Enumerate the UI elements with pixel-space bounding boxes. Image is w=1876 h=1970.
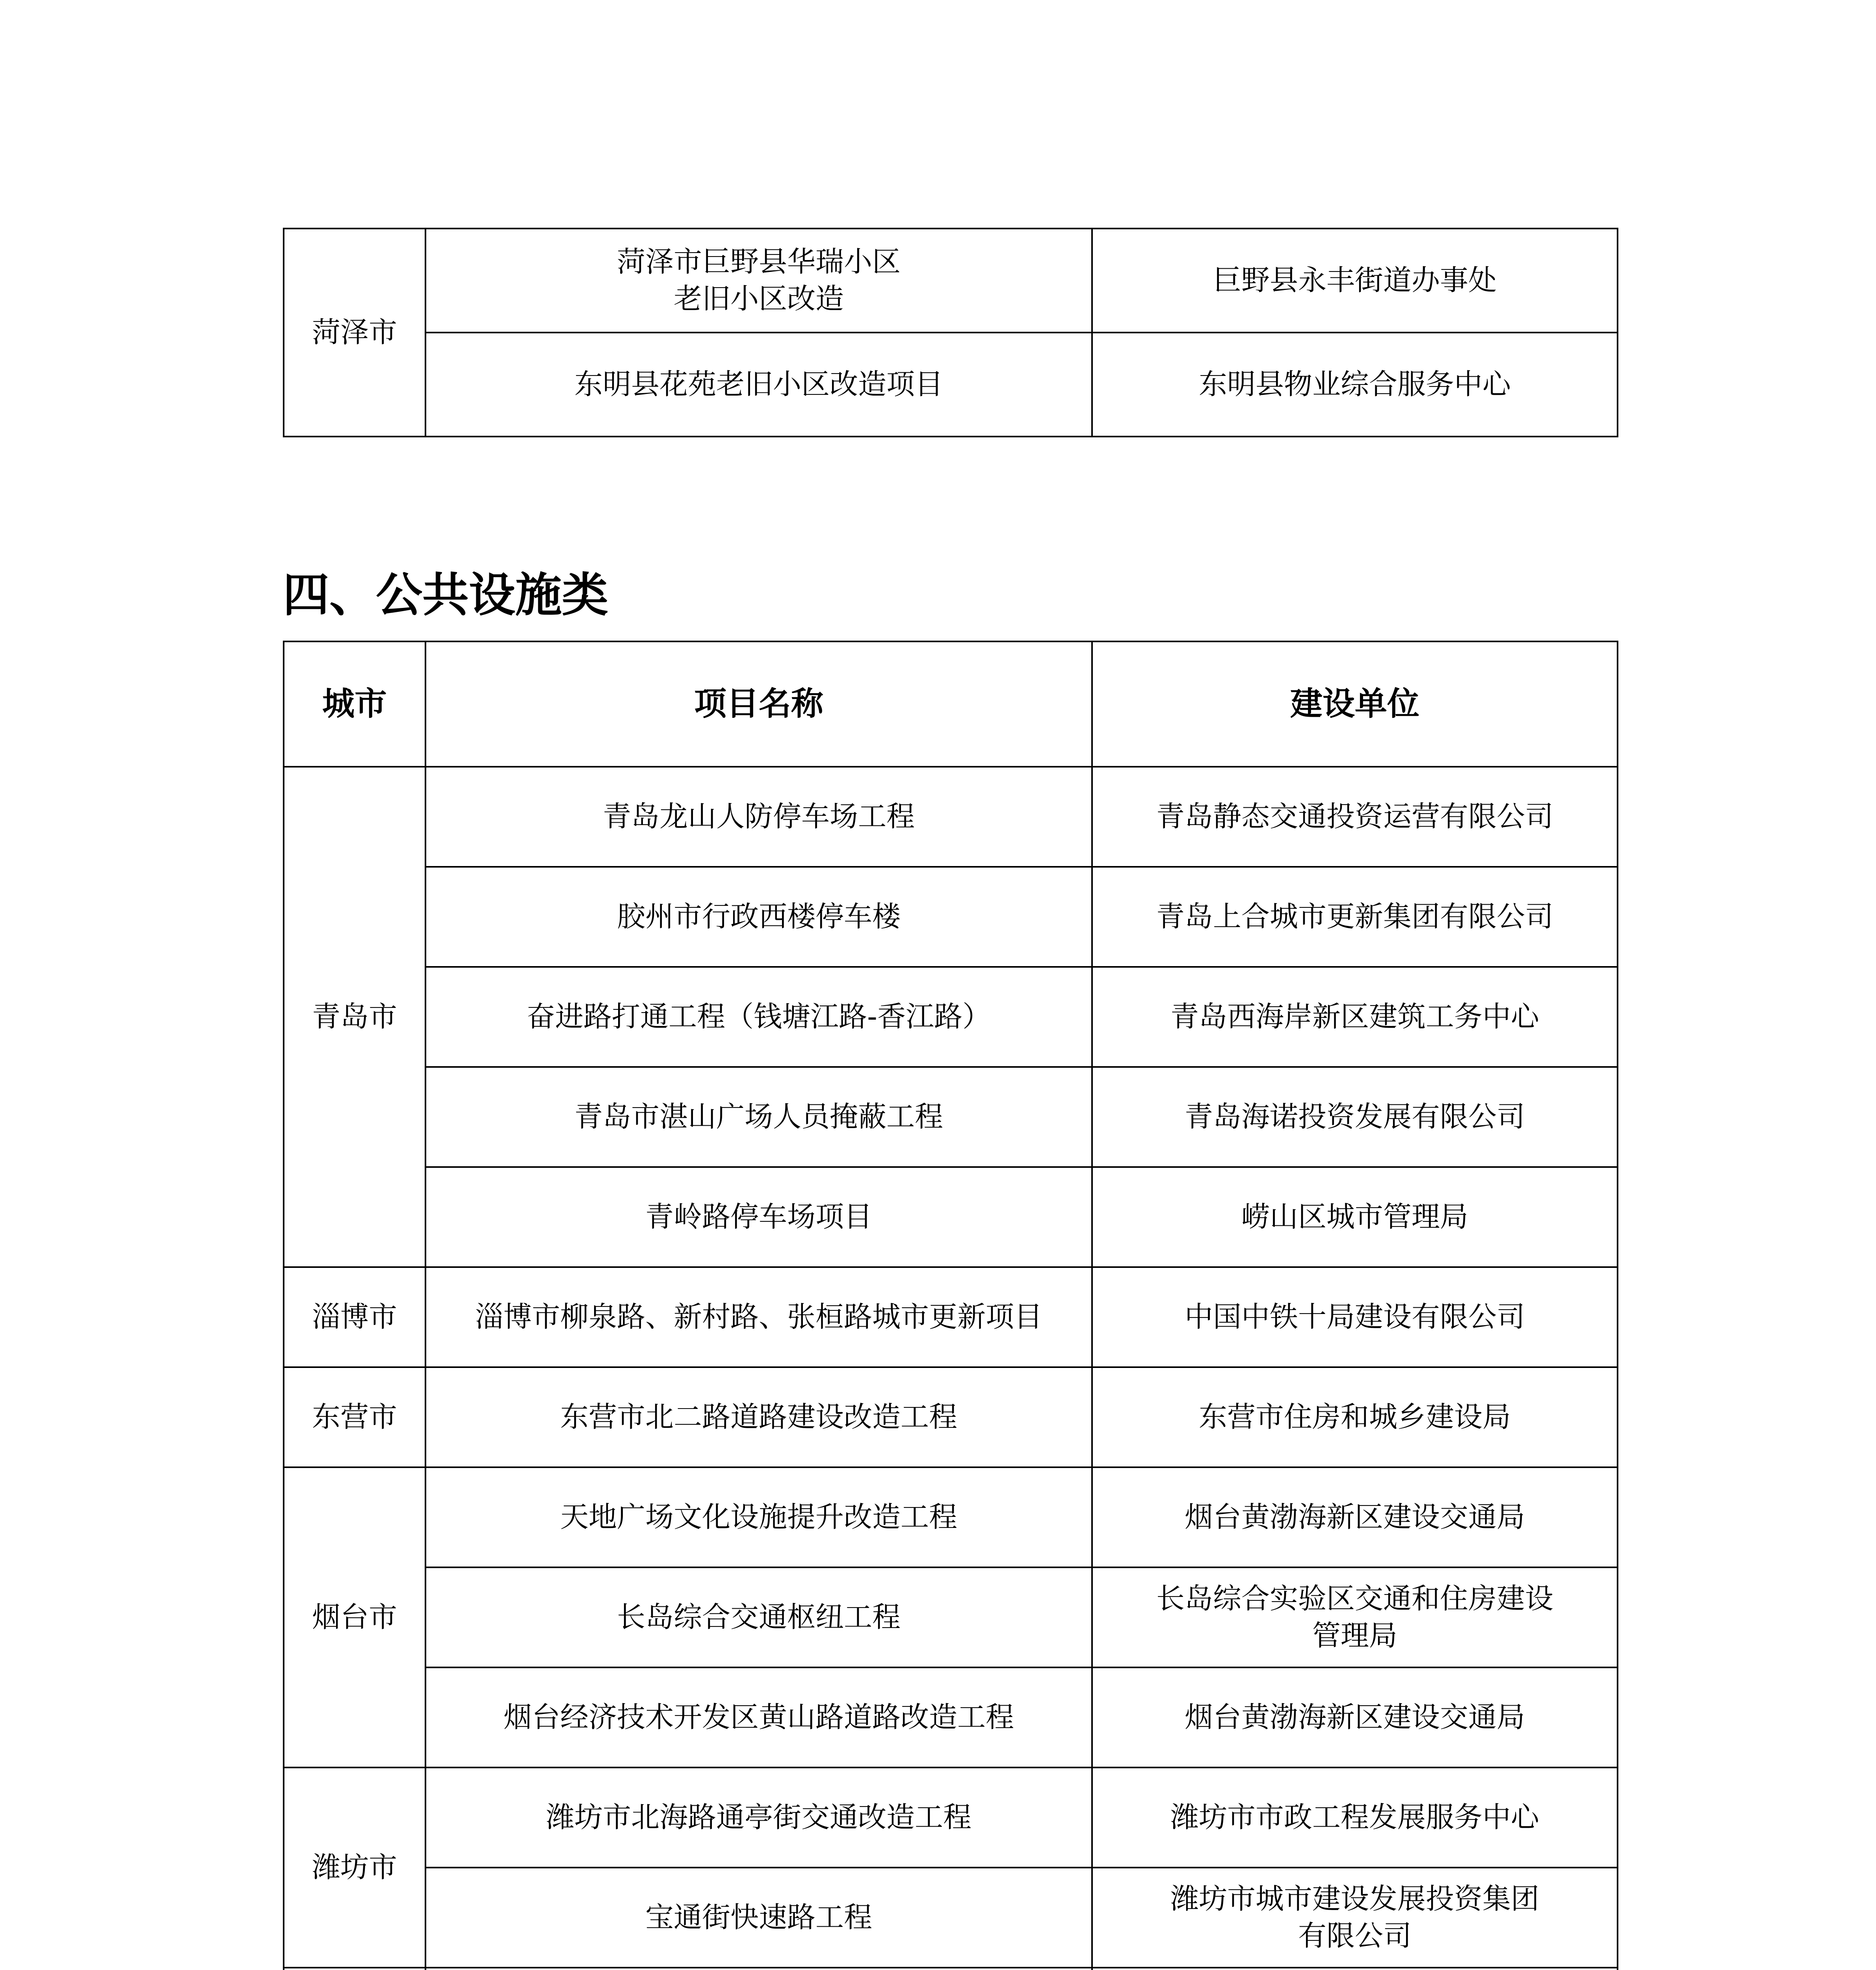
project-name-cell [425, 333, 1092, 437]
table-row [284, 1868, 1618, 1968]
table-row [284, 767, 1618, 867]
city-cell [284, 1968, 425, 1970]
table-row [284, 1667, 1618, 1767]
construction-unit-line: 东明县物业综合服务中心 [1198, 368, 1511, 401]
project-name-cell [425, 1167, 1092, 1267]
project-name-line: 潍坊市北海路通亭街交通改造工程 [546, 1801, 971, 1834]
construction-unit-line: 烟台黄渤海新区建设交通局 [1184, 1701, 1525, 1734]
project-name-line: 菏泽市巨野县华瑞小区 [617, 245, 901, 279]
header-project-name: 项目名称 [425, 641, 1092, 767]
project-name-cell [425, 1767, 1092, 1868]
header-city: 城市 [284, 641, 425, 767]
construction-unit-cell [1092, 1167, 1618, 1267]
construction-unit-line: 有限公司 [1298, 1919, 1412, 1952]
city-cell: 淄博市 [284, 1267, 425, 1367]
construction-unit-line: 青岛上合城市更新集团有限公司 [1156, 900, 1553, 933]
table-row [284, 1567, 1618, 1667]
project-name-line: 奋进路打通工程（钱塘江路-香江路） [527, 1000, 991, 1033]
construction-unit-cell [1092, 333, 1618, 437]
construction-unit-line: 中国中铁十局建设有限公司 [1184, 1300, 1525, 1334]
construction-unit-cell [1092, 1767, 1618, 1868]
project-name-cell [425, 1667, 1092, 1767]
table-row [284, 1367, 1618, 1467]
construction-unit-line: 烟台黄渤海新区建设交通局 [1184, 1500, 1525, 1534]
project-name-cell [425, 1267, 1092, 1367]
public-facilities-table [283, 641, 1618, 1970]
project-name-line: 青岭路停车场项目 [645, 1200, 872, 1234]
construction-unit-cell [1092, 1667, 1618, 1767]
construction-unit-cell [1092, 229, 1618, 333]
construction-unit-line: 青岛西海岸新区建筑工务中心 [1170, 1000, 1539, 1033]
header-construction-unit: 建设单位 [1092, 641, 1618, 767]
project-name-line: 宝通街快速路工程 [645, 1901, 872, 1934]
construction-unit-line: 潍坊市市政工程发展服务中心 [1170, 1801, 1539, 1834]
project-name-cell [425, 867, 1092, 967]
project-name-cell [425, 1868, 1092, 1968]
construction-unit-cell [1092, 867, 1618, 967]
project-name-cell [425, 1467, 1092, 1567]
construction-unit-line: 青岛静态交通投资运营有限公司 [1156, 800, 1553, 833]
project-name-line: 青岛市湛山广场人员掩蔽工程 [574, 1100, 943, 1134]
project-name-line: 东明县花苑老旧小区改造项目 [574, 368, 943, 401]
project-name-cell [425, 767, 1092, 867]
city-cell: 菏泽市 [284, 229, 425, 437]
project-name-line: 老旧小区改造 [673, 282, 844, 315]
project-name-line: 胶州市行政西楼停车楼 [617, 900, 901, 933]
project-name-cell [425, 1367, 1092, 1467]
project-name-line: 东营市北二路道路建设改造工程 [560, 1400, 957, 1434]
project-name-cell [425, 229, 1092, 333]
construction-unit-line: 东营市住房和城乡建设局 [1198, 1400, 1511, 1434]
project-name-cell [425, 1968, 1092, 1970]
project-name-cell [425, 1067, 1092, 1167]
construction-unit-cell [1092, 1367, 1618, 1467]
construction-unit-line: 崂山区城市管理局 [1241, 1200, 1468, 1234]
project-name-line: 长岛综合交通枢纽工程 [617, 1600, 901, 1634]
table-row [284, 333, 1618, 437]
section-heading: 四、公共设施类 [283, 568, 609, 622]
table-row [284, 1467, 1618, 1567]
project-name-cell [425, 967, 1092, 1067]
construction-unit-cell [1092, 1267, 1618, 1367]
construction-unit-cell [1092, 1968, 1618, 1970]
table-row [284, 1067, 1618, 1167]
construction-unit-line: 长岛综合实验区交通和住房建设 [1156, 1582, 1553, 1615]
construction-unit-cell [1092, 1067, 1618, 1167]
project-name-line: 天地广场文化设施提升改造工程 [560, 1500, 957, 1534]
construction-unit-line: 巨野县永丰街道办事处 [1213, 264, 1497, 297]
construction-unit-cell [1092, 1868, 1618, 1968]
table-row [284, 1267, 1618, 1367]
table-row [284, 867, 1618, 967]
city-cell: 潍坊市 [284, 1767, 425, 1968]
table-row [284, 1968, 1618, 1970]
heze-continuation-table [283, 228, 1618, 437]
city-cell: 青岛市 [284, 767, 425, 1267]
city-cell: 东营市 [284, 1367, 425, 1467]
project-name-line: 烟台经济技术开发区黄山路道路改造工程 [503, 1701, 1014, 1734]
project-name-line: 淄博市柳泉路、新村路、张桓路城市更新项目 [475, 1300, 1042, 1334]
construction-unit-cell [1092, 1467, 1618, 1567]
project-name-line: 青岛龙山人防停车场工程 [602, 800, 915, 833]
construction-unit-line: 潍坊市城市建设发展投资集团 [1170, 1882, 1539, 1916]
construction-unit-cell [1092, 767, 1618, 867]
table-row [284, 1767, 1618, 1868]
project-name-cell [425, 1567, 1092, 1667]
city-cell: 烟台市 [284, 1467, 425, 1767]
table-row [284, 1167, 1618, 1267]
construction-unit-line: 青岛海诺投资发展有限公司 [1184, 1100, 1525, 1134]
construction-unit-cell [1092, 1567, 1618, 1667]
construction-unit-line: 管理局 [1312, 1619, 1397, 1652]
table-row [284, 967, 1618, 1067]
construction-unit-cell [1092, 967, 1618, 1067]
header-row [284, 641, 1618, 767]
table-row [284, 229, 1618, 333]
